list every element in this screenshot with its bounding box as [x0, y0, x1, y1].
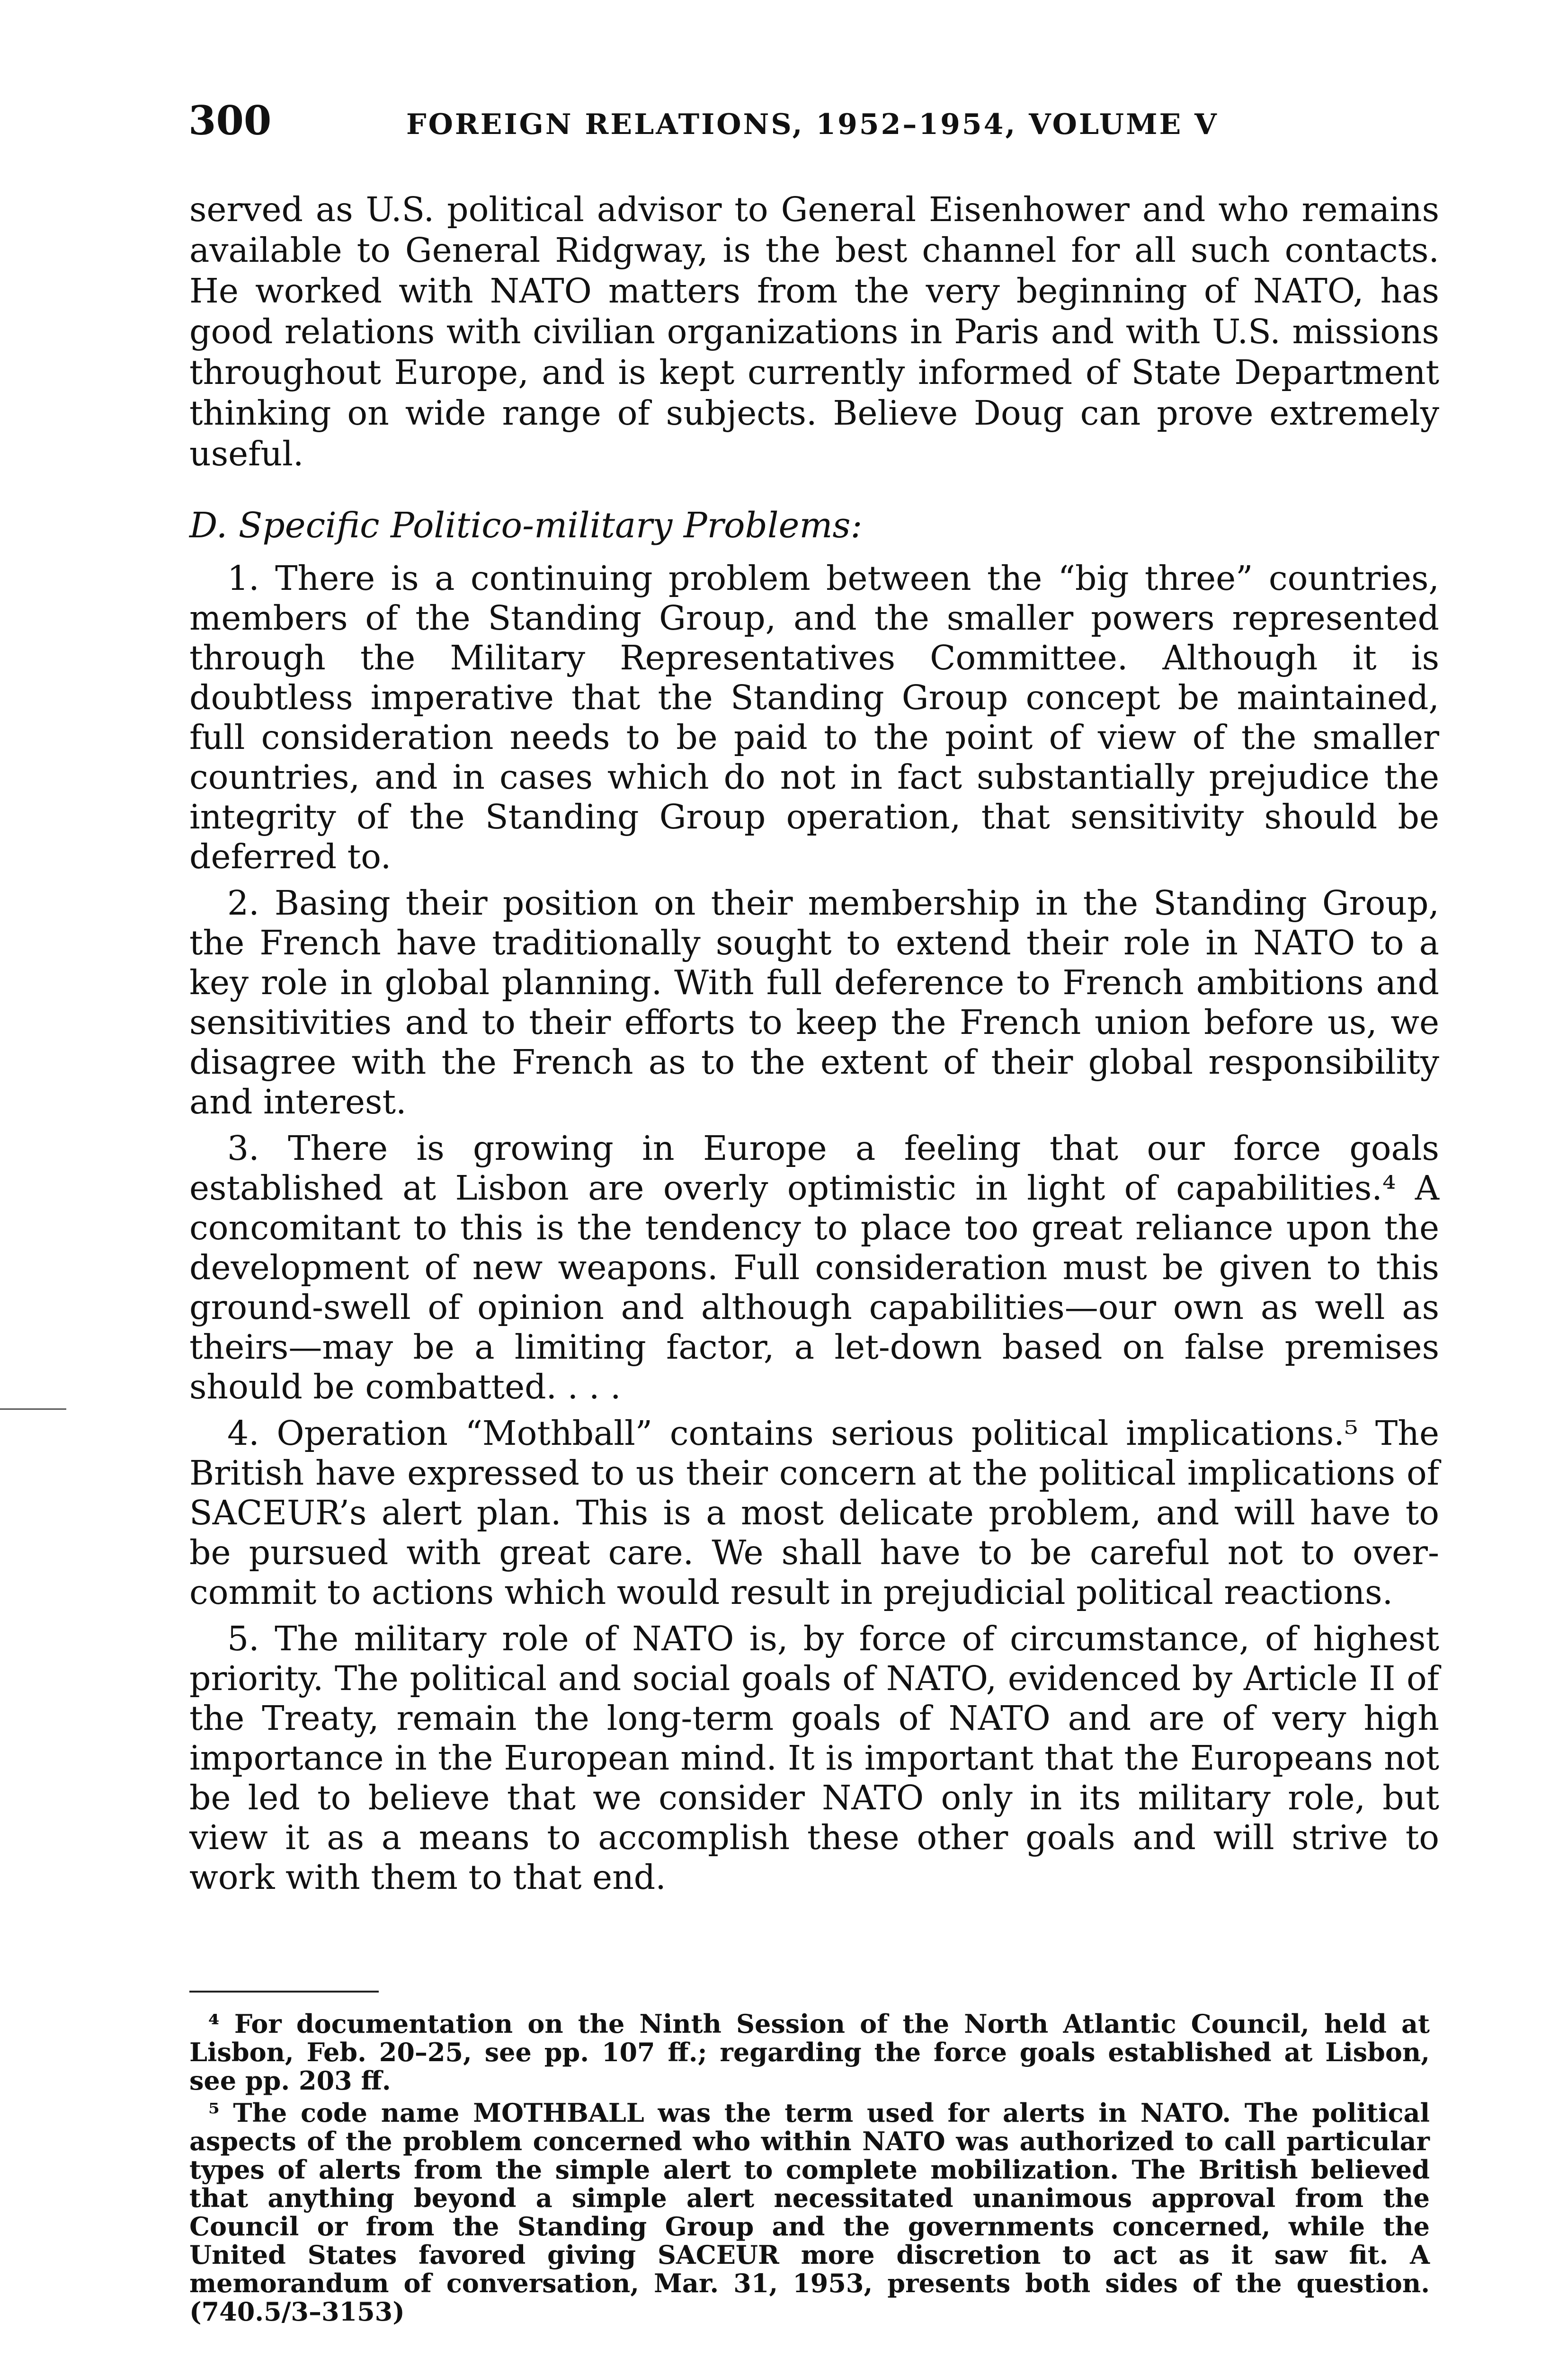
footnotes — [189, 2010, 1430, 2330]
page-header — [188, 95, 1287, 156]
list-item: 5. The military role of NATO is, by force of circumstance, of highest priority. The political and social goals of NATO, evidenced by Article II of the Treaty, remain the long-term goals of NATO and are of very high importance in the European mind. It is important that the Europeans not be led to believe that we consider NATO only in its military role, but view it as a means to accomplish these other goals and will strive to work with them to that end. — [189, 1619, 1439, 1897]
continuation-paragraph-block — [189, 189, 1439, 474]
list-item: 4. Operation “Mothball” contains serious political implications.⁵ The British have expressed to us their concern at the political implications of SACEUR’s alert plan. This is a most delicate problem, and will have to be pursued with great care. We shall have to be careful not to over-commit to actions which would result in prejudicial political reactions. — [189, 1414, 1439, 1612]
page-number: 300 — [188, 97, 272, 144]
footnote-divider — [189, 1991, 379, 1993]
footnote-5: ⁵ The code name MOTHBALL was the term used for alerts in NATO. The political aspects of the problem concerned who within NATO was authorized to call particular types of alerts from the simple alert to complete mobilization. The British believed that anything beyond a simple alert necessitated unanimous approval from the Council or from the Standing Group and the governments concerned, while the United States favored giving SACEUR more discretion to act as it saw fit. A memorandum of conversation, Mar. 31, 1953, presents both sides of the question. (740.5/3–3153) — [189, 2098, 1430, 2327]
running-title: FOREIGN RELATIONS, 1952–1954, VOLUME V — [406, 108, 1219, 141]
margin-mark — [0, 1408, 66, 1410]
footnote-4: ⁴ For documentation on the Ninth Session of the North Atlantic Council, held at Lisbon, Feb. 20–25, see pp. 107 ff.; regarding the force goals established at Lisbon, see pp. 203 ff. — [189, 2009, 1430, 2096]
list-item: 1. There is a continuing problem between the “big three” countries, members of the Standing Group, and the smaller powers represented through the Military Representatives Committee. Although it is doubtless imperative that the Standing Group concept be maintained, full consideration needs to be paid to the point of view of the smaller countries, and in cases which do not in fact substantially prejudice the integrity of the Standing Group operation, that sensitivity should be deferred to. — [189, 559, 1439, 876]
section-heading: D. Specific Politico-military Problems: — [189, 505, 863, 546]
continuation-paragraph: served as U.S. political advisor to General Eisenhower and who remains available to General Ridgway, is the best channel for all such contacts. He worked with NATO matters from the very beginning of NATO, has good relations with civilian organizations in Paris and with U.S. missions throughout Europe, and is kept currently informed of State Department thinking on wide range of subjects. Believe Doug can prove extremely useful. — [189, 190, 1439, 473]
numbered-problem-list — [189, 559, 1439, 1904]
list-item: 3. There is growing in Europe a feeling that our force goals established at Lisbon are overly optimistic in light of capabilities.⁴ A concomitant to this is the tendency to place too great reliance upon the development of new weapons. Full consideration must be given to this ground-swell of opinion and although capabilities—our own as well as theirs—may be a limiting factor, a let-down based on false premises should be combatted. . . . — [189, 1129, 1439, 1406]
list-item: 2. Basing their position on their membership in the Standing Group, the French have traditionally sought to extend their role in NATO to a key role in global planning. With full deference to French ambitions and sensitivities and to their efforts to keep the French union before us, we disagree with the French as to the extent of their global responsibility and interest. — [189, 883, 1439, 1121]
